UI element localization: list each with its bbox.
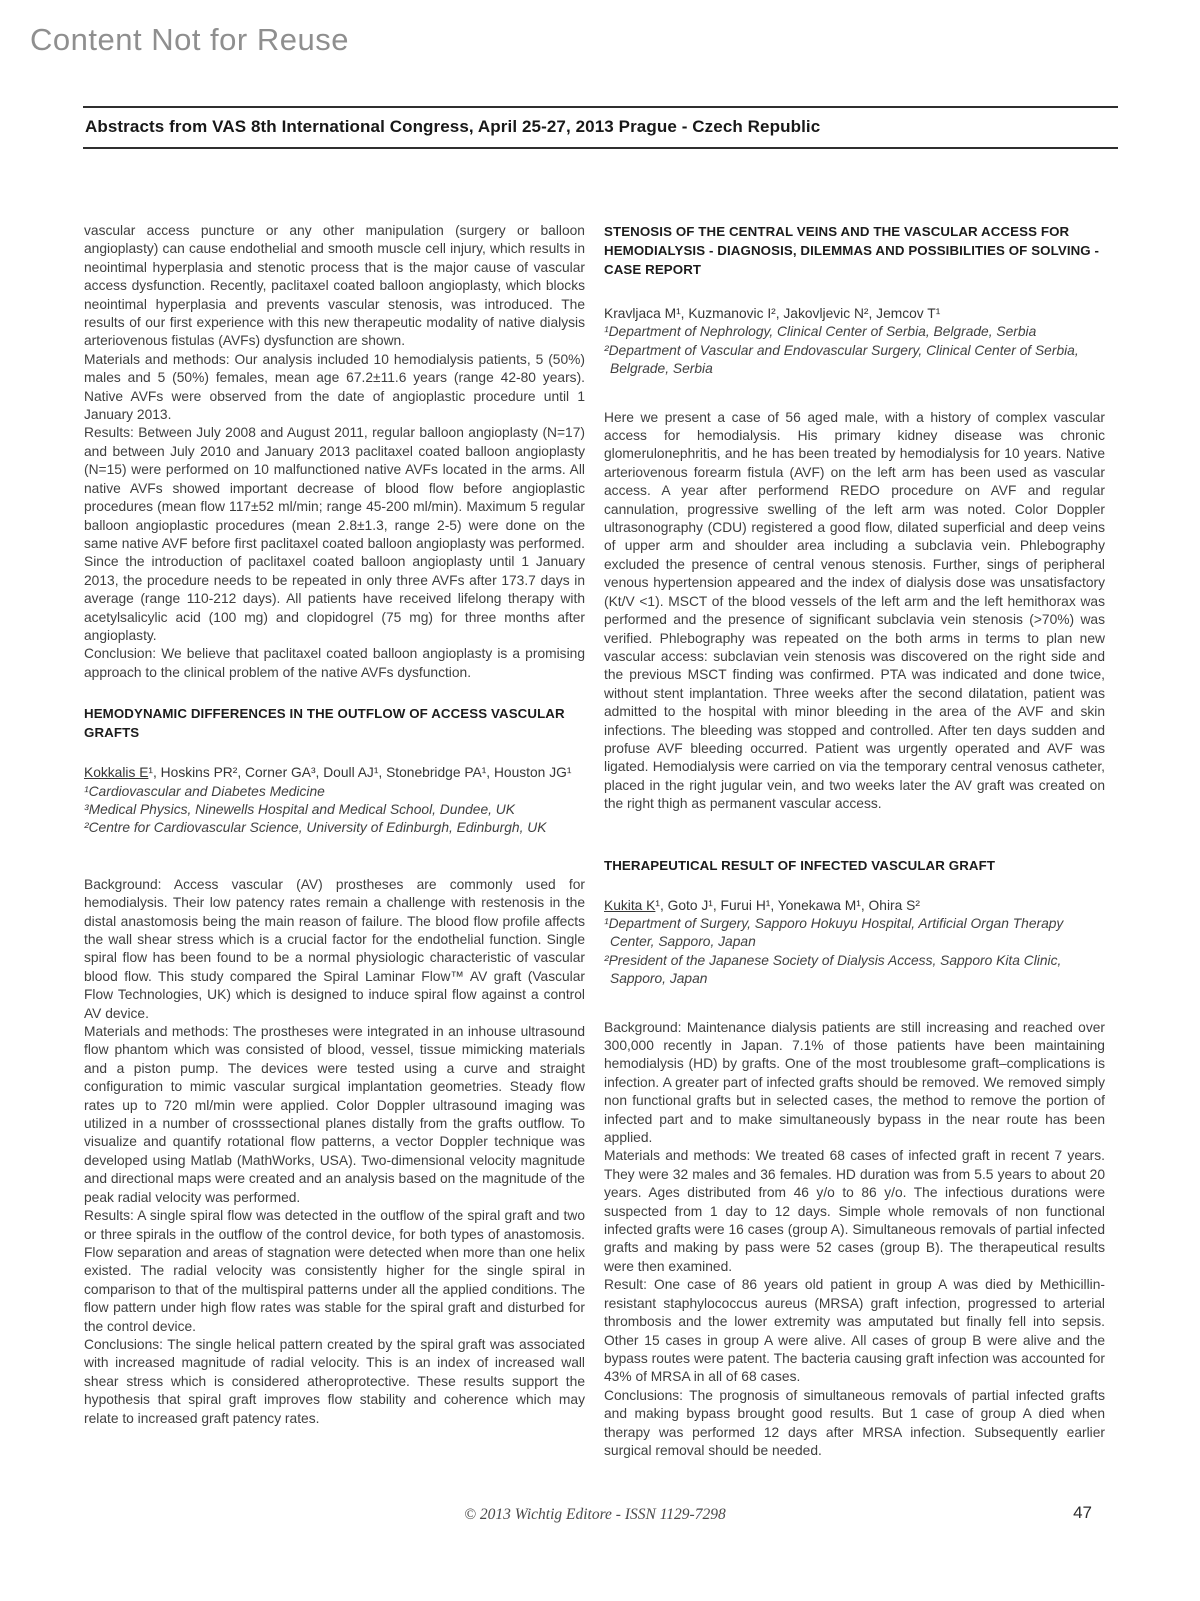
affiliation: ²Centre for Cardiovascular Science, University of Edinburgh, Edinburgh, UK: [84, 820, 547, 836]
affiliation: ²President of the Japanese Society of Dialysis Access, Sapporo Kita Clinic, Sapporo, Japan: [604, 952, 1062, 987]
first-author: Kukita K: [604, 897, 656, 913]
abstract-title-therapeutical: THERAPEUTICAL RESULT OF INFECTED VASCULAR GRAFT: [604, 857, 996, 873]
column-right: [604, 222, 1105, 1460]
watermark-text: Content Not for Reuse: [30, 22, 349, 57]
abstract-paragraph-methods: Materials and methods: We treated 68 cases of infected graft in recent 7 years. They were 32 males and 36 females. HD duration was from 5.5 years to about 20 years. Ages distributed from 46 y/o to 86 y/o. The infectious durations were suspected from 1 day to 12 days. Simple whole removals of non functional infected grafts were 16 cases (group A). Simultaneous removals of partial infected grafts and making by pass were 52 cases (group B). The therapeutical results were then examined.: [604, 1148, 1105, 1274]
affiliation: ²Department of Vascular and Endovascular Surgery, Clinical Center of Serbia, Belgrade, Serbia: [604, 342, 1079, 377]
page-header: [83, 106, 1118, 149]
abstract-paragraph-methods: Materials and methods: The prostheses were integrated in an inhouse ultrasound flow phantom which was consisted of blood, vessel, tissue mimicking materials and a piston pump. The devices were tested using a curve and straight configuration to mimic vascular surgical implantation geometries. Steady flow rates up to 720 ml/min were applied. Color Doppler ultrasound imaging was utilized in a number of crosssectional planes distally from the grafts outflow. To visualize and quantify rotational flow patterns, a vector Doppler technique was developed using Matlab (MathWorks, USA). Two-dimensional velocity magnitude and directional maps were created and an analysis based on the magnitude of the peak radial velocity was performed.: [84, 1024, 585, 1205]
affiliation: ³Medical Physics, Ninewells Hospital and Medical School, Dundee, UK: [84, 801, 515, 817]
page-number: 47: [1073, 1503, 1092, 1522]
first-author: Kokkalis E: [84, 765, 149, 781]
affiliation: ¹Department of Surgery, Sapporo Hokuyu Hospital, Artificial Organ Therapy Center, Sapporo, Japan: [604, 915, 1064, 950]
abstract-paragraph-results: Results: A single spiral flow was detected in the outflow of the spiral graft and two or three spirals in the outflow of the control device, for both types of anastomosis. Flow separation and areas of stagnation were detected when more than one helix existed. The radial velocity was consistently higher for the single spiral in comparison to that of the multispiral patterns under all the applied conditions. The flow pattern under high flow rates was stable for the spiral graft and disturbed for the control device.: [84, 1208, 585, 1334]
abstract-continuation-paragraph: Materials and methods: Our analysis included 10 hemodialysis patients, 5 (50%) males and 5 (50%) females, mean age 67.2±11.6 years (range 42-80 years). Native AVFs were observed from the date of angioplastic procedure until 1 January 2013.: [84, 351, 585, 423]
column-left: [84, 222, 585, 1428]
abstract-title-stenosis: STENOSIS OF THE CENTRAL VEINS AND THE VASCULAR ACCESS FOR HEMODIALYSIS - DIAGNOSIS, DILEMMAS AND POSSIBILITIES OF SOLVING - CASE REPORT: [604, 224, 1100, 277]
abstract-continuation-paragraph: Results: Between July 2008 and August 2011, regular balloon angioplasty (N=17) and between July 2010 and January 2013 paclitaxel coated balloon angioplasty (N=15) were performed on 10 malfunctioned native AVFs located in the arms. All native AVFs showed important decrease of blood flow before angioplastic procedures (mean flow 117±52 ml/min; range 45-200 ml/min). Maximum 5 regular balloon angioplastic procedures (mean 2.8±1.3, range 2-5) were done on the same native AVF before first paclitaxel coated balloon angioplasty was performed. Since the introduction of paclitaxel coated balloon angioplasty until 1 January 2013, the procedure needs to be repeated in only three AVFs after 173.7 days in average (range 110-212 days). All patients have received lifelong therapy with acetylsalicylic acid (100 mg) and clopidogrel (75 mg) for three months after angioplasty.: [84, 425, 585, 643]
abstract-continuation-paragraph: Conclusion: We believe that paclitaxel coated balloon angioplasty is a promising approach to the clinical problem of the native AVFs dysfunction.: [84, 646, 585, 680]
affiliation: ¹Cardiovascular and Diabetes Medicine: [84, 783, 325, 799]
abstract-paragraph-background: Background: Maintenance dialysis patients are still increasing and reached over 300,000 recently in Japan. 7.1% of those patients have been maintaining hemodialysis (HD) by grafts. One of the most troublesome graft–complications is infection. A greater part of infected grafts should be removed. We removed simply non functional grafts but in selected cases, the method to remove the portion of infected part and to make simultaneously bypass in the near route has been applied.: [604, 1019, 1105, 1146]
abstract-paragraph-conclusions: Conclusions: The prognosis of simultaneous removals of partial infected grafts and making bypass brought good results. But 1 case of group A died when therapy was performed 12 days after MRSA infection. Subsequently earlier surgical removal should be needed.: [604, 1387, 1105, 1458]
author-line: [604, 897, 1105, 915]
congress-header-title: Abstracts from VAS 8th International Congress, April 25-27, 2013 Prague - Czech Republic: [85, 117, 821, 136]
author-line: Kravljaca M¹, Kuzmanovic I², Jakovljevic N², Jemcov T¹: [604, 306, 941, 321]
abstract-title-hemodynamic: HEMODYNAMIC DIFFERENCES IN THE OUTFLOW OF ACCESS VASCULAR GRAFTS: [84, 706, 565, 741]
author-line: [84, 764, 585, 782]
footer-copyright: © 2013 Wichtig Editore - ISSN 1129-7298: [464, 1506, 726, 1523]
abstract-paragraph-background: Background: Access vascular (AV) prostheses are commonly used for hemodialysis. Their low patency rates remain a challenge with restenosis in the distal anastomosis being the main reason of failure. The blood flow profile affects the wall shear stress which is a crucial factor for the endothelial function. Single spiral flow has been found to be a normal physiologic characteristic of vascular blood flow. This study compared the Spiral Laminar Flow™ AV graft (Vascular Flow Technologies, UK) which is designed to induce spiral flow against a control AV device.: [84, 876, 585, 1021]
abstract-continuation-paragraph: vascular access puncture or any other manipulation (surgery or balloon angioplasty) can cause endothelial and smooth muscle cell injury, which results in neointimal hyperplasia and stenotic process that is the major cause of vascular access dysfunction. Recently, paclitaxel coated balloon angioplasty, which blocks neointimal hyperplasia and prevents vascular stenosis, was introduced. The results of our first experience with this new therapeutic modality of native dialysis arteriovenous fistulas (AVFs) dysfunction are shown.: [84, 223, 585, 349]
abstract-paragraph-result: Result: One case of 86 years old patient in group A was died by Methicillin-resistant staphylococcus aureus (MRSA) graft infection, progressed to arterial thrombosis and the lower extremity was amputated but finally fell into sepsis. Other 15 cases in group A were alive. All cases of group B were alive and the bypass routes were patent. The bacteria causing graft infection was accounted for 43% of MRSA in all of 68 cases.: [604, 1277, 1105, 1385]
author-rest: ¹, Hoskins PR², Corner GA³, Doull AJ¹, Stonebridge PA¹, Houston JG¹: [148, 765, 572, 781]
abstract-paragraph-conclusions: Conclusions: The single helical pattern created by the spiral graft was associated with increased magnitude of radial velocity. This is an index of increased wall shear stress which is considered atheroprotective. These results support the hypothesis that spiral graft improves flow stability and coherence which may relate to increased graft patency rates.: [84, 1336, 585, 1426]
abstract-paragraph-case: Here we present a case of 56 aged male, with a history of complex vascular access for hemodialysis. His primary kidney disease was chronic glomerulonephritis, and he has been treated by hemodialysis for 10 years. Native arteriovenous forearm fistula (AVF) on the left arm has been used as vascular access. A year after performend REDO procedure on AVF and regular cannulation, progressive swelling of the left arm was noted. Color Doppler ultrasonography (CDU) registered a good flow, dilated superficial and deep veins of upper arm and shoulder area including a subclavia vein. Phlebography excluded the presence of central venous stenosis. Further, sings of peripheral venous hypertension appeared and the index of dialysis dose was unsatisfactory (Kt/V <1). MSCT of the blood vessels of the left arm and the left hemithorax was performed and the presence of significant subclavia vein stenosis (>70%) was verified. Phlebography was repeated on the both arms in terms to plan new vascular access: subclavian vein stenosis was discovered on the right side and the previous MSCT finding was confirmed. PTA was indicated and done twice, without stent implantation. Three weeks after the second dilatation, patient was admitted to the hospital with minor bleeding in the area of the AVF and skin infections. The bleeding was stopped and controlled. After ten days sudden and profuse AVF bleeding occurred. Patient was urgently operated and AVF was ligated. Hemodialysis were carried on via the temporary central venosus catheter, placed in the right jugular vein, and two weeks later the AV graft was created on the right thigh as permanent vascular access.: [604, 409, 1105, 812]
author-rest: ¹, Goto J¹, Furui H¹, Yonekawa M¹, Ohira S²: [655, 897, 920, 913]
affiliation: ¹Department of Nephrology, Clinical Center of Serbia, Belgrade, Serbia: [604, 324, 1037, 340]
